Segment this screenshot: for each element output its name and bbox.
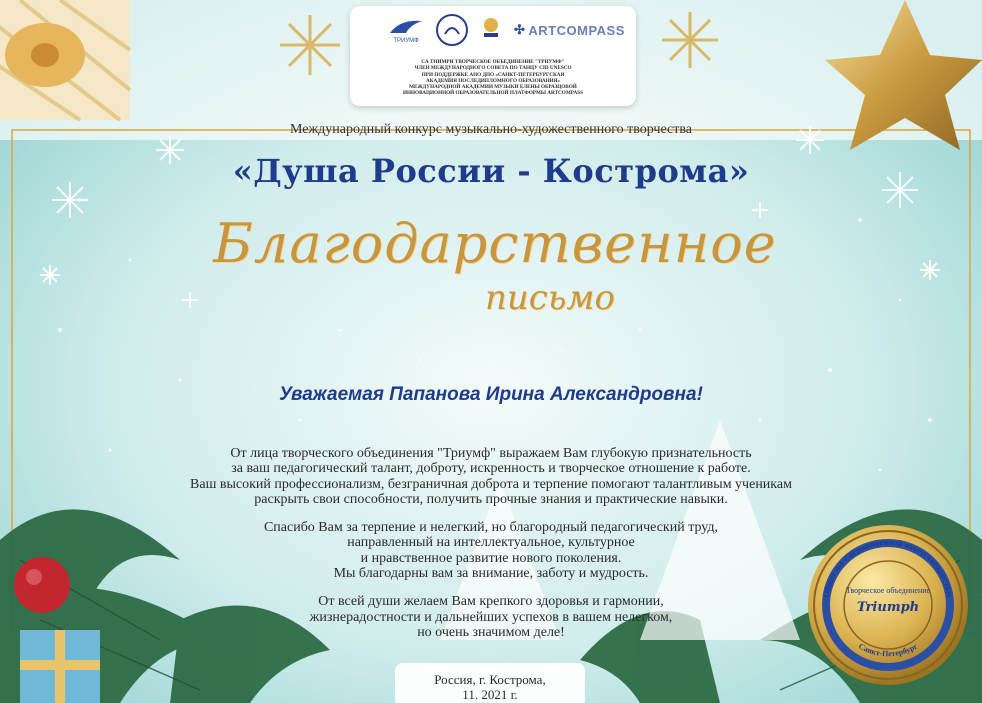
- body-line: Ваш высокий профессионализм, безграничная доброта и терпение помогают талантливым ученикам: [190, 476, 792, 492]
- body-line: Мы благодарны вам за внимание, заботу и мудрость.: [333, 566, 649, 582]
- org-line: ИННОВАЦИОННОЙ ОБРАЗОВАТЕЛЬНОЙ ПЛАТФОРМЫ ARTCOMPASS: [402, 90, 584, 97]
- artcompass-logo: [514, 22, 625, 38]
- seal-stamp: [808, 525, 968, 685]
- seal-center-text: Triumph: [856, 600, 920, 615]
- letter-title-line2: письмо: [484, 278, 615, 318]
- contest-subtitle: Международный конкурс музыкально-художественного творчества: [290, 122, 692, 137]
- body-line: направленный на интеллектуальное, культурное: [347, 535, 635, 551]
- letter-body: [80, 446, 902, 640]
- academy-crest-logo: [478, 16, 504, 44]
- org-line: МЕЖДУНАРОДНОЙ АКАДЕМИИ МУЗЫКИ ЕЛЕНЫ ОБРАЗЦОВОЙ: [409, 84, 577, 91]
- seal-bottom-text: Санкт-Петербург: [857, 641, 919, 659]
- org-line: ЧЛЕН МЕЖДУНАРОДНОГО СОВЕТА ПО ТАНЦУ CID UNESCO: [414, 65, 572, 72]
- body-line: но очень значимом деле!: [417, 624, 565, 640]
- place-and-date: [410, 672, 570, 702]
- body-line: От лица творческого объединения "Триумф" выражаем Вам глубокую признательность: [230, 446, 752, 461]
- compass-icon: ✣: [514, 22, 526, 37]
- organization-text: [362, 59, 624, 97]
- letter-title: Благодарственное: [213, 212, 777, 275]
- org-line: СА ТНИМРИ ТВОРЧЕСКОЕ ОБЪЕДИНЕНИЕ "ТРИУМФ": [421, 59, 565, 65]
- artcompass-label: ARTCOMPASS: [528, 22, 625, 38]
- svg-text:Санкт-Петербург: [857, 641, 919, 658]
- body-line: От всей души желаем Вам крепкого здоровья и гармонии,: [318, 594, 664, 610]
- org-line: АКАДЕМИЯ ПОСЛЕДИПЛОМНОГО ОБРАЗОВАНИЯ»: [426, 77, 560, 84]
- body-line: раскрыть свои способности, получить прочные знания и практические навыки.: [254, 491, 728, 507]
- header-card: [350, 6, 636, 106]
- body-line: жизнерадостности и дальнейших успехов в вашем нелегком,: [309, 609, 673, 625]
- seal-middle-text: Творческое объединение: [845, 586, 931, 595]
- logo-row: [386, 14, 625, 46]
- seal-outer-text: Общество с ограниченной ответственностью: [820, 536, 956, 599]
- body-line: и нравственное развитие нового поколения.: [360, 550, 622, 566]
- org-line: ПРИ ПОДДЕРЖКЕ АНО ДПО «САНКТ-ПЕТЕРБУРГСКАЯ: [421, 71, 565, 78]
- body-line: Спасибо Вам за терпение и нелегкий, но благородный педагогический труд,: [263, 520, 719, 536]
- date-text: 11. 2021 г.: [462, 687, 518, 702]
- triumph-logo: [386, 17, 426, 43]
- svg-text:ТРИУМФ: ТРИУМФ: [393, 38, 419, 43]
- place-text: Россия, г. Кострома,: [434, 672, 546, 687]
- body-line: за ваш педагогический талант, доброту, искренность и творческое отношение к работе.: [231, 461, 751, 477]
- contest-name: «Душа России - Кострома»: [232, 152, 750, 190]
- circle-emblem-logo: [436, 14, 468, 46]
- addressee: Уважаемая Папанова Ирина Александровна!: [279, 384, 703, 405]
